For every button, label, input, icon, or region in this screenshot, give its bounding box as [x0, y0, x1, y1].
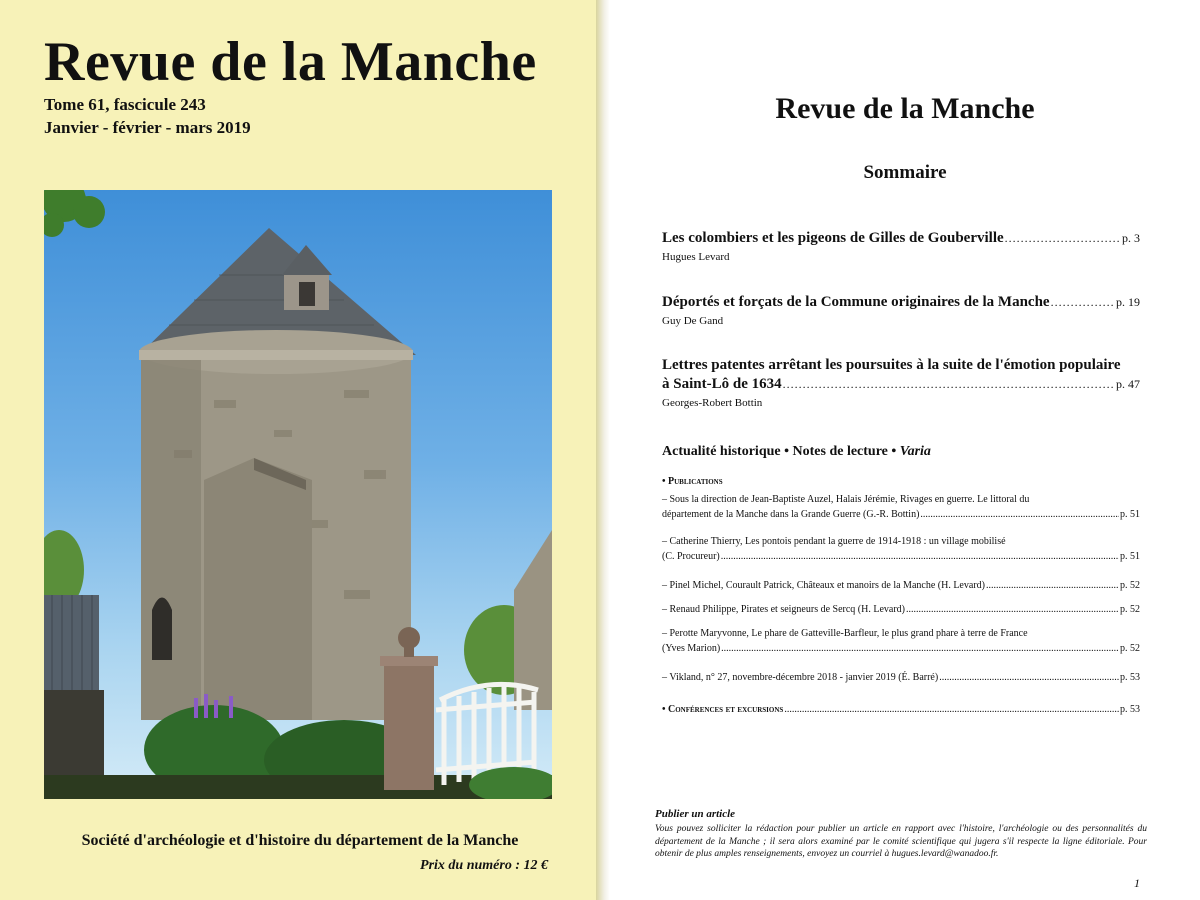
toc-entry-title: Déportés et forçats de la Commune originaires de la Manche	[662, 294, 1050, 310]
leader-dots	[986, 580, 1119, 591]
leader-dots	[721, 551, 1119, 562]
leader-dots	[939, 672, 1119, 683]
publication-page: p. 52	[1120, 580, 1140, 591]
leader-dots	[1051, 295, 1115, 310]
publication-line2: département de la Manche dans la Grande Guerre (G.-R. Bottin) ..... p. 51	[662, 509, 1140, 520]
publication-entry	[662, 628, 1140, 654]
cover-photo-dovecote	[44, 190, 552, 799]
cover-tome: Tome 61, fascicule 243	[44, 95, 206, 114]
toc-entry-title-line1: Lettres patentes arrêtant les poursuites à la suite de l'émotion populaire	[662, 357, 1121, 373]
publication-line2: (Yves Marion) ..... p. 52	[662, 643, 1140, 654]
publications-heading: • Publications	[662, 476, 723, 487]
publication-line1: – Vikland, n° 27, novembre-décembre 2018 - janvier 2019 (É. Barré) ..... p. 53	[662, 672, 1140, 683]
publication-line1: – Pinel Michel, Courault Patrick, Châteaux et manoirs de la Manche (H. Levard) ..... p. 52	[662, 580, 1140, 591]
section-heading-main: Actualité historique • Notes de lecture •	[662, 444, 900, 459]
toc-entry-page: p. 3	[1122, 231, 1140, 245]
toc-entry-title: Les colombiers et les pigeons de Gilles de Gouberville	[662, 230, 1004, 246]
leader-dots	[783, 377, 1115, 392]
page-fold-shadow	[596, 0, 610, 900]
publication-line1: – Catherine Thierry, Les pontois pendant la guerre de 1914-1918 : un village mobilisé	[662, 536, 1006, 547]
toc-entry	[662, 294, 1140, 327]
leader-dots	[1005, 231, 1121, 246]
toc-entry-author: Georges-Robert Bottin	[662, 397, 763, 409]
page-number: 1	[1134, 876, 1140, 890]
contents-page	[610, 0, 1200, 900]
publication-page: p. 52	[1120, 643, 1140, 654]
publication-entry	[662, 604, 1140, 615]
toc-entry	[662, 357, 1140, 409]
dovecote-illustration	[44, 190, 552, 799]
section-heading	[662, 444, 931, 460]
publish-note-title: Publier un article	[655, 808, 736, 820]
cover-price: Prix du numéro : 12 €	[420, 858, 548, 873]
toc-entry-author: Guy De Gand	[662, 315, 724, 327]
toc-entry-line	[662, 230, 1140, 247]
publication-line1: – Sous la direction de Jean-Baptiste Auzel, Halais Jérémie, Rivages en guerre. Le littoral du	[662, 494, 1030, 505]
publish-note-text: Vous pouvez solliciter la rédaction pour publier un article en rapport avec l'histoire, l'archéologie ou des personnalités du département de la Manche ; il sera alors examiné par le comité scientifique qui jugera s'il respecte la ligne éditoriale. Pour obtenir de plus amples renseignements, envoyez un courriel à hugues.levard@wanadoo.fr.	[655, 824, 1147, 859]
toc-entry-page: p. 19	[1116, 295, 1140, 309]
section-heading-varia: Varia	[899, 444, 931, 459]
publication-page: p. 51	[1120, 551, 1140, 562]
page-title: Revue de la Manche	[775, 92, 1035, 125]
leader-dots	[721, 643, 1119, 654]
page-subtitle: Sommaire	[863, 162, 947, 183]
toc-entry-line	[662, 294, 1140, 311]
publication-line1: – Renaud Philippe, Pirates et seigneurs de Sercq (H. Levard) ..... p. 52	[662, 604, 1140, 615]
toc-entry-title-line2: à Saint-Lô de 1634	[662, 376, 782, 392]
cover-society: Société d'archéologie et d'histoire du département de la Manche	[81, 832, 519, 849]
publication-entry	[662, 494, 1140, 520]
toc-entry	[662, 230, 1140, 263]
leader-dots	[784, 704, 1119, 715]
cover-date: Janvier - février - mars 2019	[44, 118, 251, 137]
conferences-page: p. 53	[1120, 704, 1140, 715]
publication-entry	[662, 536, 1140, 562]
toc-entry-author: Hugues Levard	[662, 251, 730, 263]
publication-line1: – Perotte Maryvonne, Le phare de Gatteville-Barfleur, le plus grand phare à terre de France	[662, 628, 1028, 639]
conferences-entry	[662, 704, 1140, 715]
publication-page: p. 52	[1120, 604, 1140, 615]
conferences-label: • Conférences et excursions	[662, 704, 784, 715]
publication-entry	[662, 580, 1140, 591]
publication-line2: (C. Procureur) ..... p. 51	[662, 551, 1140, 562]
publication-entry	[662, 672, 1140, 683]
publication-page: p. 51	[1120, 509, 1140, 520]
cover-title: Revue de la Manche	[44, 31, 537, 93]
publication-page: p. 53	[1120, 672, 1140, 683]
leader-dots	[920, 509, 1119, 520]
toc-entry-line	[662, 376, 1140, 393]
toc-entry-page: p. 47	[1116, 377, 1140, 391]
leader-dots	[906, 604, 1119, 615]
